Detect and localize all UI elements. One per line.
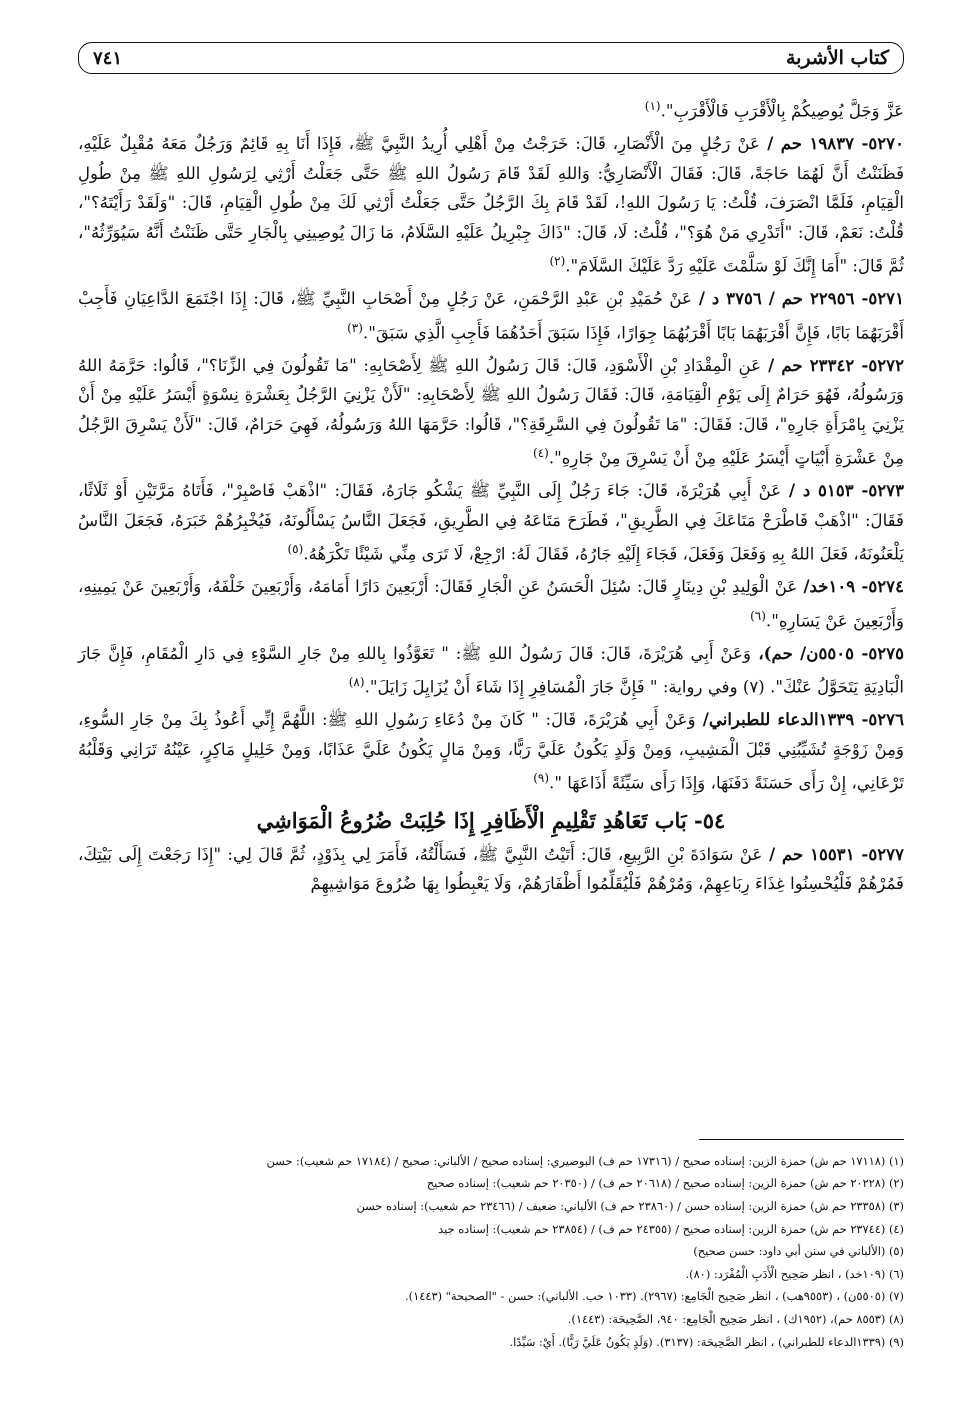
hadith-reference: ١٠٩خد/ — [797, 576, 856, 597]
hadith-number: ٥٢٧٦- — [854, 709, 905, 730]
hadith-number: ٥٢٧٧- — [854, 843, 904, 864]
hadith-text: عَنْ أَبِي هُرَيْرَةَ، قَالَ: جَاءَ رَجُلٌ إِلَى النَّبِيِّ ﷺ يَشْكُو جَارَهُ، فَقَالَ: "اذْهَبْ فَاصْبِرْ"، فَأَتَاهُ مَرَّتَيْنِ أَوْ ثَلَاثًا، فَقَالَ: "اذْهَبْ فَاطْرَحْ مَتَاعَكَ فِي الطَّرِيقِ"، فَطَرَحَ مَتَاعَهُ فِي الطَّرِيقِ، فَجَعَلَ النَّاسُ يَسْأَلُونَهُ، فَيُخْبِرُهُمْ خَبَرَهُ، فَجَعَلَ النَّاسُ يَلْعَنُونَهُ، فَعَلَ اللهُ بِهِ وَفَعَلَ وَفَعَلَ، فَجَاءَ إِلَيْهِ جَارُهُ، فَقَالَ لَهُ: ارْجِعْ، لَا تَرَى مِنِّي شَيْئًا تَكْرَهُهُ. — [78, 481, 904, 564]
hadith-text: عَنْ حُمَيْدِ بْنِ عَبْدِ الرَّحْمَنِ، عَنْ رَجُلٍ مِنْ أَصْحَابِ النَّبِيِّ ﷺ، قَالَ: إِذَا اجْتَمَعَ الدَّاعِيَانِ فَأَجِبْ أَقْرَبَهُمَا بَابًا، فَإِنَّ أَقْرَبَهُمَا بَابًا أَقْرَبُهُمَا جِوَارًا، فَإِذَا سَبَقَ أَحَدُهُمَا فَأَجِبِ الَّذِي سَبَقَ". — [78, 289, 904, 343]
footnote-mark: (٥) — [287, 542, 304, 557]
footnote-mark: (٩) — [533, 771, 550, 786]
page — [78, 42, 904, 1353]
continuation-paragraph — [78, 92, 904, 126]
continuation-text: عَزَّ وَجَلَّ يُوصِيكُمْ بِالْأَقْرَبِ فَالْأَقْرَبِ". — [660, 101, 904, 121]
hadith-5275 — [78, 639, 904, 703]
hadith-text: عَنْ سَوَادَةَ بْنِ الرَّبِيعِ، قَالَ: أَتَيْتُ النَّبِيَّ ﷺ، فَسَأَلْتُهُ، فَأَمَرَ لِي بِذَوْدٍ، ثُمَّ قَالَ لِي: "إِذَا رَجَعْتَ إِلَى بَيْتِكَ، فَمُرْهُمْ فَلْيُحْسِنُوا غِذَاءَ رِبَاعِهِمْ، وَمُرْهُمْ فَلْيُقَلِّمُوا أَظْفَارَهُمْ، وَلَا يَعْبِطُوا بِهَا ضُرُوعَ مَوَاشِيهِمْ — [78, 844, 904, 894]
footnote: (٦) (١٠٩خد) ، انظر صَحِيح الْأَدَبِ الْمُفْرَد: (٨٠). — [685, 1266, 904, 1281]
footnote-mark: (١) — [644, 99, 661, 113]
hadith-reference: ٢٣٣٤٢ حم / — [761, 354, 855, 375]
chapter-title: ٥٤- بَاب تَعَاهُدِ تَقْلِيمِ الْأَظَافِرِ إِذَا حُلِبَتْ ضُرُوعُ الْمَوَاشِي — [256, 808, 726, 834]
footnote-mark: (٣) — [347, 320, 363, 335]
hadith-reference: ١٥٥٣١ حم / — [762, 843, 855, 864]
footnote-mark: (٤) — [533, 446, 549, 461]
footnote: (١) (١٧١١٨ حم ش) حمزة الزين: إسناده صحيح / (١٧٣١٦ حم ف) البوصيري: إسناده صحيح / الألباني: صحيح / (١٧١٨٤ حم شعيب): حسن — [266, 1153, 904, 1168]
footnote: (٥) (الألباني في سنن أبي داود: حسن صحيح) — [693, 1244, 904, 1259]
hadith-5271 — [78, 284, 904, 348]
page-number: ٧٤١ — [93, 47, 123, 69]
hadith-reference: ١٩٨٣٧ حم / — [759, 133, 855, 154]
hadith-number: ٥٢٧٥- — [854, 642, 904, 663]
hadith-number: ٥٢٧٤- — [855, 576, 904, 597]
hadith-5273 — [78, 476, 904, 569]
running-header — [78, 42, 904, 74]
hadith-reference: ١٣٣٩الدعاء للطبراني/ — [695, 709, 855, 730]
hadith-text: وَعَنْ أَبِي هُرَيْرَةَ، قَالَ: قَالَ رَسُولُ اللهِ ﷺ: " تَعَوَّذُوا بِاللهِ مِنْ جَارِ السَّوْءِ فِي دَارِ الْمُقَامِ، فَإِنَّ جَارَ الْبَادِيَةِ يَتَحَوَّلُ عَنْكَ". (٧) وفي رواية: " فَإِنَّ جَارَ الْمُسَافِرِ إِذَا شَاءَ أَنْ يُزَايِلَ زَايَلَ". — [78, 643, 904, 697]
footnote: (٣) (٢٣٣٥٨ حم ش) حمزة الزين: إسناده حسن / (٢٣٨٦٠ حم ف) الألباني: ضعيف / (٢٣٤٦٦ حم شعيب): إسناده حسن — [356, 1198, 904, 1213]
hadith-5270 — [78, 129, 904, 281]
footnote-mark: (٨) — [348, 675, 365, 690]
footnotes — [78, 1150, 904, 1353]
hadith-5276 — [78, 705, 904, 798]
hadith-reference: ٥٥٠٥ن/ حم)، — [750, 642, 855, 663]
hadith-number: ٥٢٧١- — [854, 288, 904, 309]
footnote: (٨) (٨٥٥٣ حم)، (١٩٥٢ك) ، انظر صَحِيح الْجَامِع: ٩٤٠، الصَّحِيحَة: (١٤٤٣). — [567, 1311, 904, 1326]
footnote: (٧) (٥٥٠٥ن) ، (٩٥٥٣هب) ، انظر صَحِيح الْجَامِع: (٢٩٦٧). (١٠٣٣ حب. الألباني): حسن - "الصحيحة" (١٤٤٣). — [405, 1289, 904, 1304]
hadith-text: عَنِ الْمِقْدَادِ بْنِ الْأَسْوَدِ، قَالَ: قَالَ رَسُولُ اللهِ ﷺ لِأَصْحَابِهِ: "مَا تَقُولُونَ فِي الزِّنَا؟"، قَالُوا: حَرَّمَهُ اللهُ وَرَسُولُهُ، فَهُوَ حَرَامٌ إِلَى يَوْمِ الْقِيَامَةِ، قَالَ: فَقَالَ رَسُولُ اللهِ ﷺ لِأَصْحَابِهِ: "لَأَنْ يَزْنِيَ الرَّجُلُ بِعَشْرَةِ نِسْوَةٍ أَيْسَرُ عَلَيْهِ مِنْ أَنْ يَزْنِيَ بِامْرَأَةِ جَارِهِ"، قَالَ: فَقَالَ: "مَا تَقُولُونَ فِي السَّرِقَةِ؟"، قَالُوا: حَرَّمَهَا اللهُ وَرَسُولُهُ، فَهِيَ حَرَامٌ، قَالَ: "لَأَنْ يَسْرِقَ الرَّجُلُ مِنْ عَشْرَةِ أَبْيَاتٍ أَيْسَرُ عَلَيْهِ مِنْ أَنْ يَسْرِقَ مِنْ جَارِهِ". — [78, 355, 904, 468]
footnote: (٤) (٢٣٧٤٤ حم ش) حمزة الزين: إسناده صحيح / (٢٤٣٥٥ حم ف) / (٢٣٨٥٤ حم شعيب): إسناده جيد — [438, 1221, 904, 1236]
hadith-text: عَنْ رَجُلٍ مِنَ الْأَنْصَارِ، قَالَ: خَرَجْتُ مِنْ أَهْلِي أُرِيدُ النَّبِيَّ ﷺ، فَإِذَا أَنَا بِهِ قَائِمٌ وَرَجُلٌ مَعَهُ مُقْبِلٌ عَلَيْهِ، فَظَنَنْتُ أَنَّ لَهُمَا حَاجَةً، قَالَ: فَقَالَ الْأَنْصَارِيُّ: وَاللهِ لَقَدْ قَامَ رَسُولُ اللهِ ﷺ حَتَّى جَعَلْتُ أَرْثِي لِرَسُولِ اللهِ ﷺ مِنْ طُولِ الْقِيَامِ، فَلَمَّا انْصَرَفَ، قُلْتُ: يَا رَسُولَ اللهِ!، لَقَدْ قَامَ بِكَ الرَّجُلُ حَتَّى جَعَلْتُ أَرْثِي لَكَ مِنْ طُولِ الْقِيَامِ، قَالَ: "وَلَقَدْ رَأَيْتَهُ؟"، قُلْتُ: نَعَمْ، قَالَ: "أَتَدْرِي مَنْ هُوَ؟"، قُلْتُ: لَا، قَالَ: "ذَاكَ جِبْرِيلُ عَلَيْهِ السَّلَامُ، مَا زَالَ يُوصِينِي بِالْجَارِ حَتَّى ظَنَنْتُ أَنَّهُ سَيُوَرِّثُهُ"، ثُمَّ قَالَ: "أَمَا إِنَّكَ لَوْ سَلَّمْتَ عَلَيْهِ رَدَّ عَلَيْكَ السَّلَامَ". — [78, 134, 904, 276]
hadith-text: وَعَنْ أَبِي هُرَيْرَةَ، قَالَ: " كَانَ مِنْ دُعَاءِ رَسُولِ اللهِ ﷺ: اللَّهُمَّ إِنِّي أَعُوذُ بِكَ مِنْ جَارِ السُّوءِ، وَمِنْ زَوْجَةٍ تُشَيِّبُنِي قَبْلَ الْمَشِيبِ، وَمِنْ وَلَدٍ يَكُونُ عَلَيَّ رَبًّا، وَمِنْ مَالٍ يَكُونُ عَلَيَّ عَذَابًا، وَمِنْ خَلِيلٍ مَاكِرٍ، عَيْنُهُ تَرَانِي وَقَلْبُهُ تَرْعَانِي، إِنْ رَأَى حَسَنَةً دَفَنَهَا، وَإِذَا رَأَى سَيِّئَةً أَذَاعَهَا ". — [78, 710, 904, 793]
hadith-5274 — [78, 572, 904, 636]
footnote-mark: (٦) — [750, 608, 766, 623]
book-title: كتاب الأشربة — [785, 47, 889, 69]
footnote: (٩) (١٣٣٩الدعاء للطبراني) ، انظر الصَّحِيحَة: (٣١٣٧). (وَلَدٍ يَكُونُ عَلَيَّ رَبًّا). أَيْ: سَيِّدًا. — [509, 1334, 904, 1349]
hadith-reference: ٢٢٩٥٦ حم / ٣٧٥٦ د / — [691, 288, 855, 309]
hadith-number: ٥٢٧٠- — [854, 133, 904, 154]
hadith-text: عَنْ الْوَلِيدِ بْنِ دِينَارٍ قَالَ: سُئِلَ الْحَسَنُ عَنِ الْجَارِ فَقَالَ: أَرْبَعِينَ دَارًا أَمَامَهُ، وَأَرْبَعِينَ خَلْفَهُ، وَأَرْبَعِينَ عَنْ يَمِينِهِ، وَأَرْبَعِينَ عَنْ يَسَارِهِ". — [78, 577, 904, 631]
hadith-reference: ٥١٥٣ د / — [781, 480, 854, 501]
main-text — [78, 92, 904, 899]
hadith-5272 — [78, 351, 904, 474]
hadith-number: ٥٢٧٣- — [853, 480, 905, 501]
footnote: (٢) (٢٠٢٢٨ حم ش) حمزة الزين: إسناده صحيح / (٢٠٦١٨ حم ف) / (٢٠٣٥٠ حم شعيب): إسناده صحيح — [426, 1176, 904, 1191]
footnote-separator — [699, 1139, 904, 1140]
footnote-mark: (٢) — [549, 254, 566, 269]
hadith-number: ٥٢٧٢- — [854, 354, 904, 375]
hadith-5277 — [78, 840, 904, 899]
